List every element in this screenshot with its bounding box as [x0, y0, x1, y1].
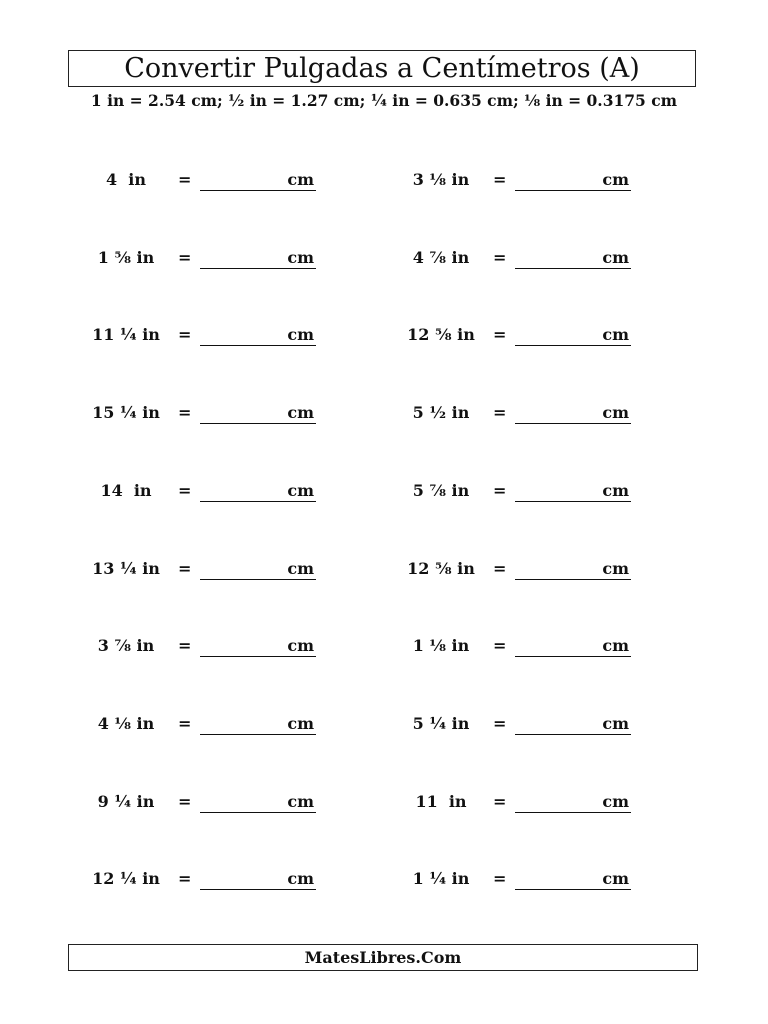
cm-unit-label: cm: [287, 170, 314, 189]
equals-sign: =: [178, 713, 192, 733]
conversion-problem: [381, 636, 711, 660]
conversion-problem: [381, 248, 711, 272]
conversion-problem: [381, 559, 711, 583]
inches-value: 4 ⅞ in: [412, 247, 470, 267]
answer-blank[interactable]: [515, 325, 631, 346]
equals-sign: =: [493, 325, 507, 345]
inches-value: 3 ⅛ in: [412, 170, 470, 189]
inches-value: 12 ¼ in: [92, 869, 160, 889]
inches-value: 5 ⅞ in: [412, 480, 470, 500]
cm-unit-label: cm: [602, 791, 629, 811]
cm-unit-label: cm: [602, 480, 629, 500]
cm-unit-label: cm: [287, 480, 314, 500]
answer-blank[interactable]: [200, 403, 316, 424]
answer-blank[interactable]: [200, 248, 316, 269]
conversion-problem: [66, 869, 396, 893]
conversion-problem: [381, 869, 711, 893]
conversion-problem: [66, 636, 396, 660]
equals-sign: =: [493, 247, 507, 267]
equals-sign: =: [178, 869, 192, 889]
inches-value: 1 ⅛ in: [412, 636, 470, 656]
conversion-problem: [381, 170, 711, 194]
equals-sign: =: [493, 558, 507, 578]
cm-unit-label: cm: [602, 869, 629, 889]
answer-blank[interactable]: [200, 714, 316, 735]
cm-unit-label: cm: [602, 170, 629, 189]
cm-unit-label: cm: [602, 713, 629, 733]
conversion-reference: 1 in = 2.54 cm; ½ in = 1.27 cm; ¼ in = 0.635 cm; ⅛ in = 0.3175 cm: [90, 91, 678, 110]
footer-text: MatesLibres.Com: [304, 948, 462, 967]
answer-blank[interactable]: [200, 325, 316, 346]
conversion-problem: [381, 403, 711, 427]
equals-sign: =: [178, 247, 192, 267]
conversion-problem: [381, 481, 711, 505]
conversion-problem: [381, 792, 711, 816]
cm-unit-label: cm: [602, 325, 629, 345]
inches-value: 9 ¼ in: [97, 791, 155, 811]
cm-unit-label: cm: [602, 403, 629, 423]
inches-value: 14 in: [100, 480, 152, 500]
conversion-problem: [66, 325, 396, 349]
inches-value: 12 ⅝ in: [407, 325, 475, 345]
inches-value: 11 ¼ in: [92, 325, 160, 345]
answer-blank[interactable]: [515, 170, 631, 191]
equals-sign: =: [493, 869, 507, 889]
cm-unit-label: cm: [602, 247, 629, 267]
cm-unit-label: cm: [602, 558, 629, 578]
footer-box: [68, 944, 698, 971]
cm-unit-label: cm: [287, 636, 314, 656]
equals-sign: =: [493, 170, 507, 189]
conversion-problem: [381, 325, 711, 349]
equals-sign: =: [178, 791, 192, 811]
inches-value: 15 ¼ in: [92, 403, 160, 423]
answer-blank[interactable]: [515, 869, 631, 890]
equals-sign: =: [178, 558, 192, 578]
conversion-problem: [66, 481, 396, 505]
inches-value: 4 ⅛ in: [97, 713, 155, 733]
cm-unit-label: cm: [287, 558, 314, 578]
answer-blank[interactable]: [515, 248, 631, 269]
cm-unit-label: cm: [287, 713, 314, 733]
equals-sign: =: [178, 480, 192, 500]
answer-blank[interactable]: [515, 403, 631, 424]
conversion-problem: [66, 403, 396, 427]
answer-blank[interactable]: [200, 636, 316, 657]
inches-value: 4 in: [106, 170, 146, 189]
conversion-problem: [66, 714, 396, 738]
cm-unit-label: cm: [287, 403, 314, 423]
answer-blank[interactable]: [200, 481, 316, 502]
answer-blank[interactable]: [515, 714, 631, 735]
inches-value: 1 ⅝ in: [97, 247, 155, 267]
equals-sign: =: [178, 325, 192, 345]
inches-value: 3 ⅞ in: [97, 636, 155, 656]
answer-blank[interactable]: [515, 559, 631, 580]
inches-value: 13 ¼ in: [92, 558, 160, 578]
cm-unit-label: cm: [602, 636, 629, 656]
conversion-problem: [381, 714, 711, 738]
inches-value: 1 ¼ in: [412, 869, 470, 889]
cm-unit-label: cm: [287, 247, 314, 267]
equals-sign: =: [178, 636, 192, 656]
equals-sign: =: [493, 713, 507, 733]
cm-unit-label: cm: [287, 325, 314, 345]
conversion-problem: [66, 170, 396, 194]
cm-unit-label: cm: [287, 869, 314, 889]
equals-sign: =: [493, 403, 507, 423]
answer-blank[interactable]: [200, 170, 316, 191]
inches-value: 11 in: [415, 791, 467, 811]
conversion-problem: [66, 792, 396, 816]
answer-blank[interactable]: [515, 481, 631, 502]
equals-sign: =: [493, 636, 507, 656]
answer-blank[interactable]: [515, 792, 631, 813]
equals-sign: =: [493, 791, 507, 811]
answer-blank[interactable]: [200, 792, 316, 813]
equals-sign: =: [178, 403, 192, 423]
equals-sign: =: [178, 170, 192, 189]
inches-value: 12 ⅝ in: [407, 558, 475, 578]
answer-blank[interactable]: [200, 559, 316, 580]
cm-unit-label: cm: [287, 791, 314, 811]
conversion-problem: [66, 559, 396, 583]
answer-blank[interactable]: [515, 636, 631, 657]
equals-sign: =: [493, 480, 507, 500]
answer-blank[interactable]: [200, 869, 316, 890]
inches-value: 5 ½ in: [412, 403, 470, 423]
conversion-problem: [66, 248, 396, 272]
worksheet-title: Convertir Pulgadas a Centímetros (A): [124, 53, 640, 84]
inches-value: 5 ¼ in: [412, 713, 470, 733]
